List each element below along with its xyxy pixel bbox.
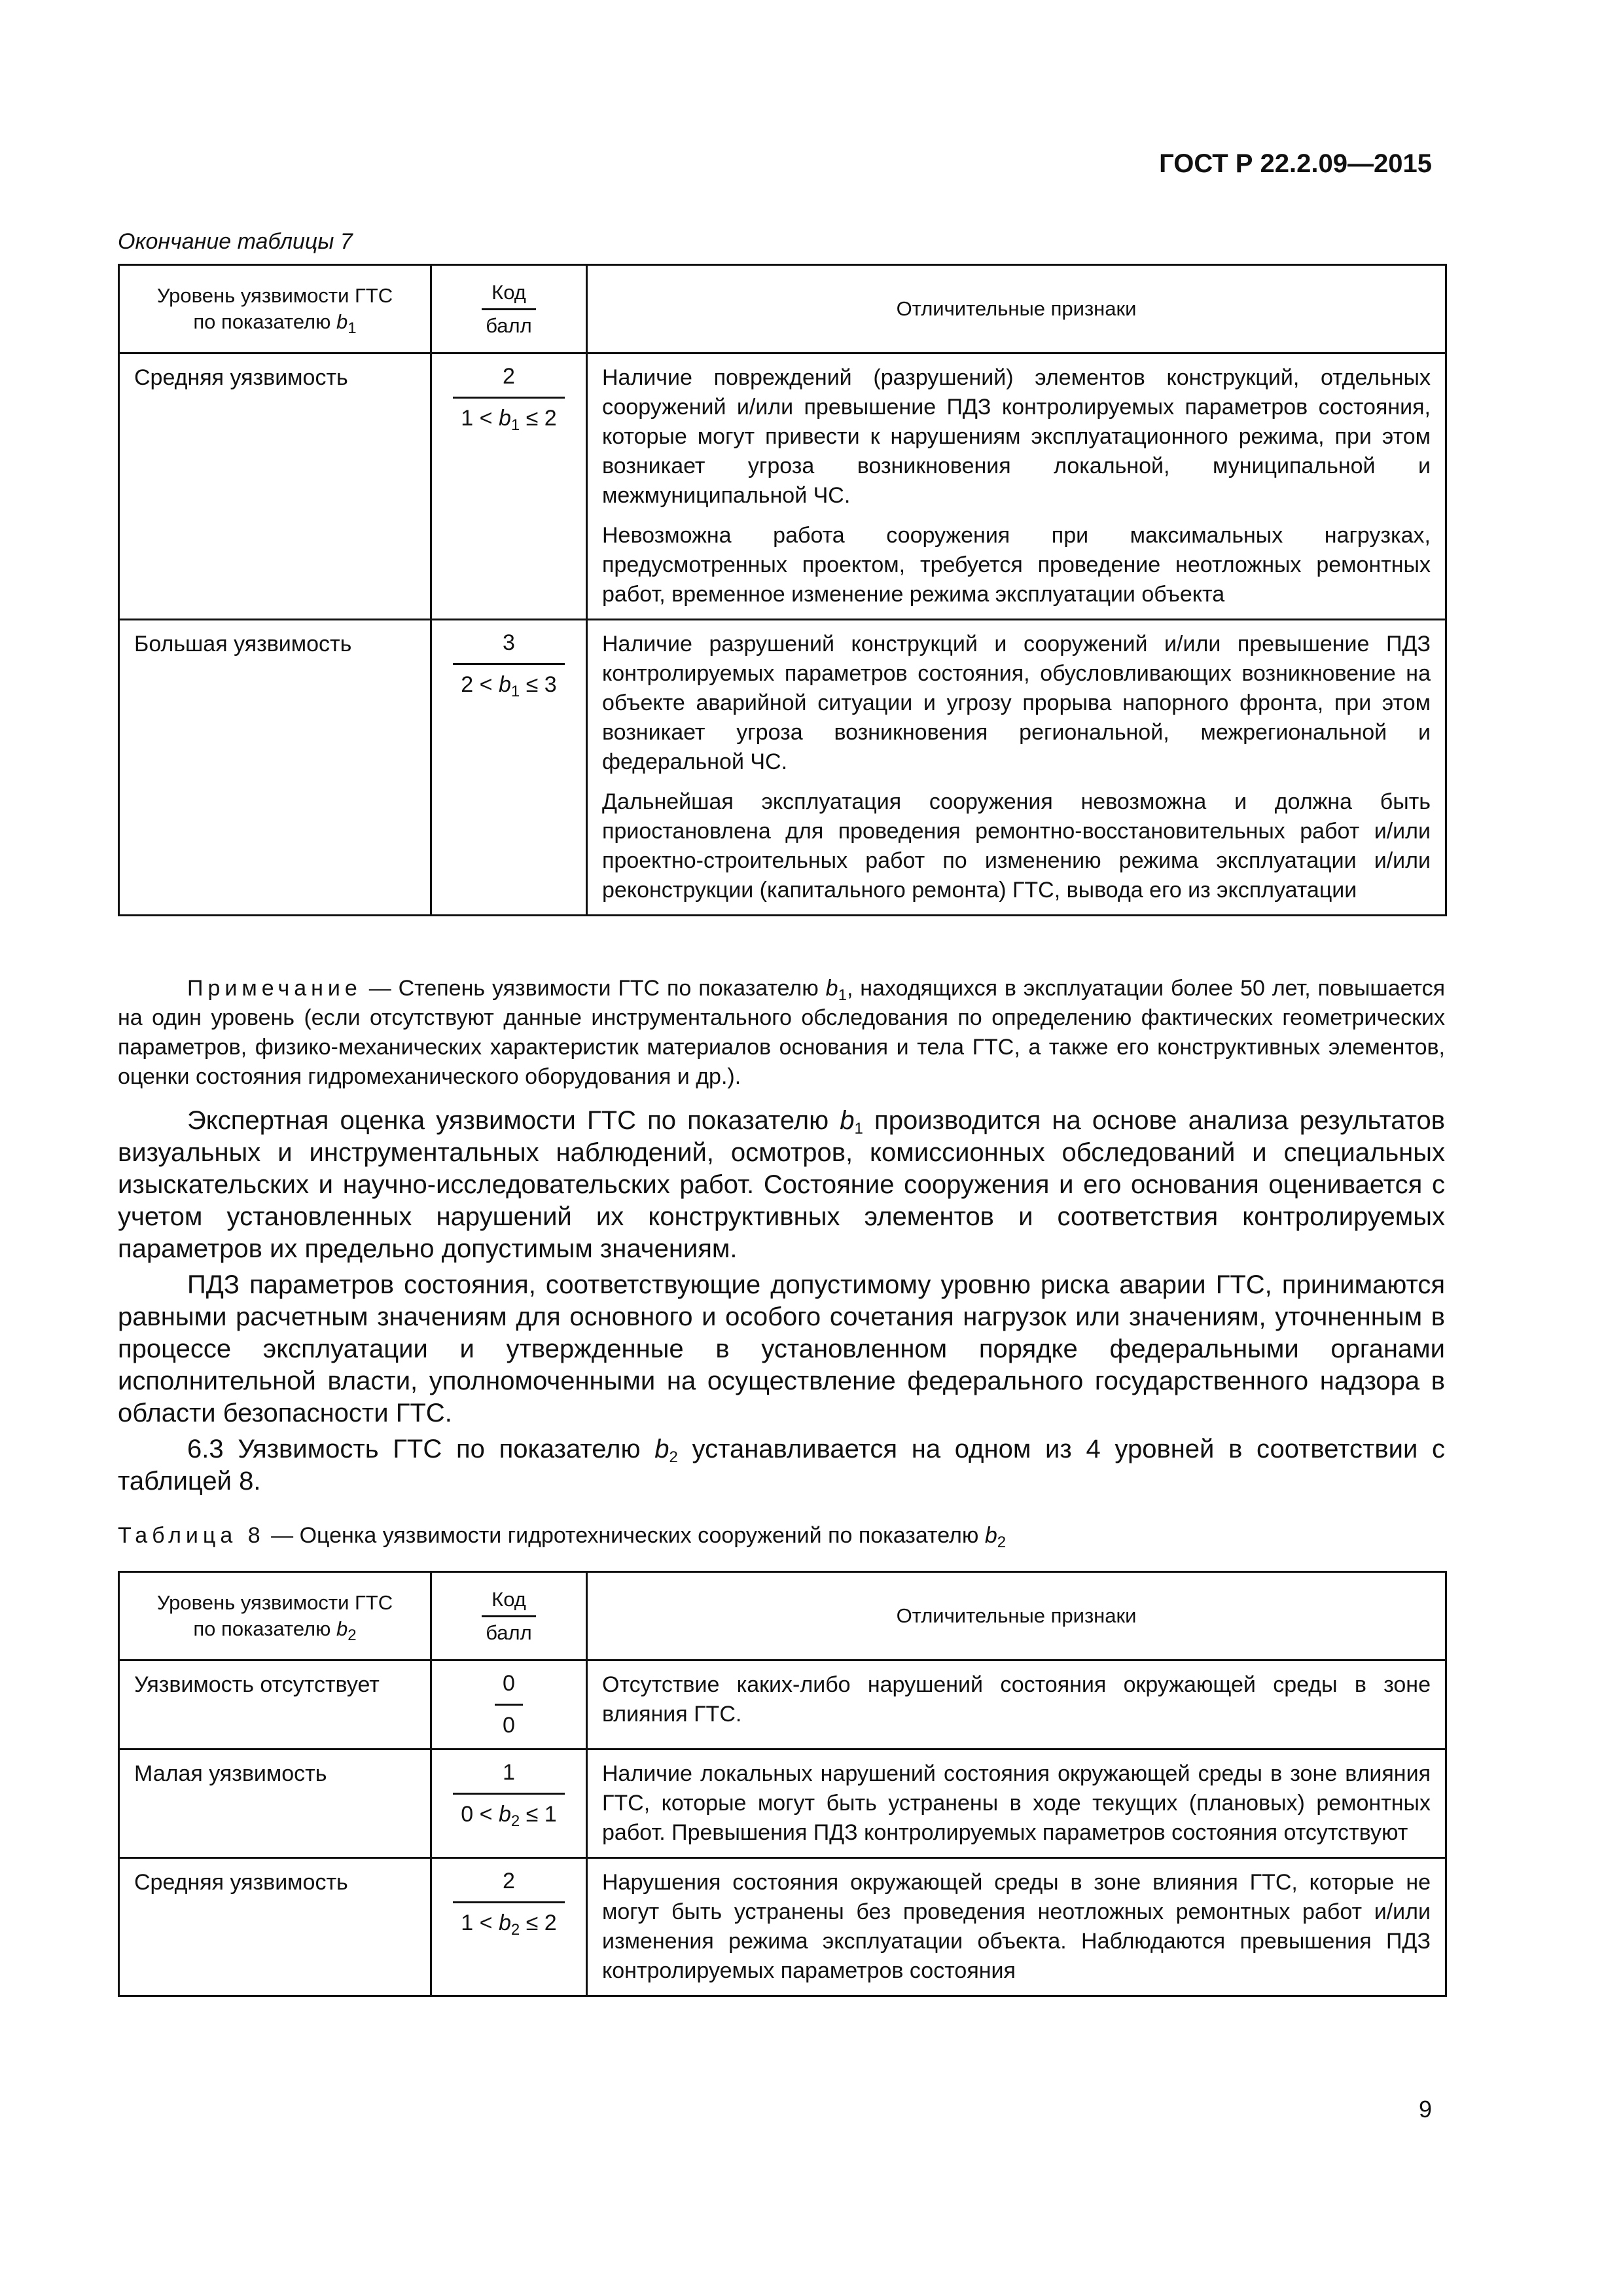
level-cell: Уязвимость отсутствует bbox=[119, 1660, 431, 1749]
paragraph-text: производится на основе анализа результатов визуальных и инструментальных наблюдений, осмотров, комиссионных обследований и специальных изыскательских и научно-исследовательских работ. Состояние сооружения и его основания оценивается с учетом установленных нарушений их конструктивных элементов и соответствия контролируемых параметров их предельно допустимым значениям. bbox=[118, 1106, 1446, 1263]
col-code-top: Код bbox=[491, 1587, 526, 1611]
level-cell: Средняя уязвимость bbox=[119, 353, 431, 620]
col-level-line1: Уровень уязвимости ГТС bbox=[156, 1591, 393, 1614]
var-subscript: 1 bbox=[510, 683, 520, 700]
code-range bbox=[453, 663, 564, 700]
level-cell: Большая уязвимость bbox=[119, 620, 431, 916]
col-code-bottom: балл bbox=[482, 308, 535, 339]
var-subscript: 1 bbox=[854, 1120, 863, 1138]
body-paragraph bbox=[118, 1105, 1445, 1265]
range-high: ≤ 1 bbox=[526, 1802, 557, 1827]
table7-col-code bbox=[431, 265, 587, 353]
var-b: b bbox=[840, 1106, 855, 1135]
description-cell: Отсутствие каких-либо нарушений состояния окружающей среды в зоне влияния ГТС. bbox=[587, 1660, 1446, 1749]
level-cell: Малая уязвимость bbox=[119, 1749, 431, 1858]
code-cell bbox=[431, 1660, 587, 1749]
table8-col-code bbox=[431, 1572, 587, 1660]
note-label: Примечание bbox=[187, 976, 362, 1001]
code-value: 1 bbox=[503, 1760, 515, 1785]
range-low: 1 < bbox=[461, 406, 493, 431]
col-level-line2: по показателю bbox=[193, 1617, 331, 1640]
table8-caption bbox=[118, 1523, 1006, 1549]
range-low: 2 < bbox=[461, 672, 493, 697]
var-b: b bbox=[498, 1802, 511, 1827]
code-range bbox=[453, 1793, 564, 1829]
description-cell: Наличие локальных нарушений состояния окружающей среды в зоне влияния ГТС, которые могут быть устранены в ходе текущих (плановых) ремонтных работ. Превышения ПДЗ контролируемых параметров состояния отсутствуют bbox=[587, 1749, 1446, 1858]
range-low: 0 < bbox=[461, 1802, 493, 1827]
body-paragraph: ПДЗ параметров состояния, соответствующие допустимому уровню риска аварии ГТС, принимаются равными расчетным значениям для основного и особого сочетания нагрузок или значениям, уточненным в процессе эксплуатации и утвержденные в установленном порядке федеральными органами исполнительной власти, уполномоченными на осуществление федерального государственного надзора в области безопасности ГТС. bbox=[118, 1270, 1445, 1427]
var-subscript: 2 bbox=[997, 1534, 1007, 1551]
page-number: 9 bbox=[1418, 2096, 1432, 2123]
var-b: b bbox=[825, 976, 838, 1001]
var-subscript: 1 bbox=[348, 319, 357, 337]
range-high: ≤ 3 bbox=[526, 672, 557, 697]
note-text: , находящихся в эксплуатации более 50 лет, повышается на один уровень (если отсутствуют данные инструментального обследования по определению фактических геометрических параметров, физико-механических характеристик материалов основания и тела ГТС, а также его конструктивных элементов, оценки состояния гидромеханического оборудования и др.). bbox=[118, 976, 1445, 1089]
table8-col-features: Отличительные признаки bbox=[587, 1572, 1446, 1660]
var-subscript: 2 bbox=[348, 1626, 357, 1644]
var-b: b bbox=[498, 1910, 511, 1935]
description-paragraph: Дальнейшая эксплуатация сооружения невозможна и должна быть приостановлена для проведения ремонтно-восстановительных работ и/или проектно-строительных работ по изменению режима эксплуатации и/или реконструкции (капитального ремонта) ГТС, вывода его из эксплуатации bbox=[602, 789, 1431, 903]
var-subscript: 2 bbox=[510, 1812, 520, 1830]
var-b: b bbox=[654, 1435, 669, 1463]
var-b: b bbox=[498, 672, 511, 697]
table-row bbox=[119, 1858, 1446, 1996]
description-cell bbox=[587, 353, 1446, 620]
paragraph-text: Экспертная оценка уязвимости ГТС по показателю bbox=[187, 1106, 840, 1135]
range-high: ≤ 2 bbox=[526, 1910, 557, 1935]
var-b: b bbox=[498, 406, 511, 431]
range-high: ≤ 2 bbox=[526, 406, 557, 431]
code-value: 2 bbox=[503, 1869, 515, 1893]
code-value: 3 bbox=[503, 630, 515, 655]
code-value: 2 bbox=[503, 364, 515, 389]
var-subscript: 1 bbox=[838, 986, 847, 1004]
body-text bbox=[118, 1105, 1445, 1501]
table8-label: Таблица 8 bbox=[118, 1523, 265, 1548]
table7-col-features: Отличительные признаки bbox=[587, 265, 1446, 353]
description-paragraph: Наличие разрушений конструкций и сооружений и/или превышение ПДЗ контролируемых параметров состояния, обусловливающих возникновение на объекте аварийной ситуации и угрозу прорыва напорного фронта, при этом возникает угроза возникновения региональной, межрегиональной и федеральной ЧС. bbox=[602, 632, 1431, 774]
code-cell bbox=[431, 1858, 587, 1996]
code-range bbox=[453, 397, 564, 433]
table8-header-row bbox=[119, 1572, 1446, 1660]
code-range bbox=[453, 1901, 564, 1938]
table-7 bbox=[118, 264, 1447, 916]
note-text: — Степень уязвимости ГТС по показателю bbox=[361, 976, 826, 1001]
var-b: b bbox=[336, 1617, 348, 1640]
code-cell bbox=[431, 1749, 587, 1858]
code-value: 0 bbox=[503, 1671, 515, 1696]
col-level-line2: по показателю bbox=[193, 310, 331, 333]
level-cell: Средняя уязвимость bbox=[119, 1858, 431, 1996]
table8-col-level bbox=[119, 1572, 431, 1660]
code-range: 0 bbox=[495, 1704, 523, 1740]
table-row bbox=[119, 1660, 1446, 1749]
table7-caption: Окончание таблицы 7 bbox=[118, 229, 353, 254]
description-cell: Нарушения состояния окружающей среды в зоне влияния ГТС, которые не могут быть устранены без проведения неотложных ремонтных работ и/или изменения режима эксплуатации объекта. Наблюдаются превышения ПДЗ контролируемых параметров состояния bbox=[587, 1858, 1446, 1996]
table-row bbox=[119, 353, 1446, 620]
table-note bbox=[118, 974, 1445, 1092]
code-cell bbox=[431, 353, 587, 620]
range-low: 1 < bbox=[461, 1910, 493, 1935]
col-level-line1: Уровень уязвимости ГТС bbox=[156, 284, 393, 307]
table8-title: — Оценка уязвимости гидротехнических сооружений по показателю bbox=[264, 1523, 985, 1548]
document-code: ГОСТ Р 22.2.09—2015 bbox=[1159, 149, 1432, 178]
description-paragraph: Невозможна работа сооружения при максимальных нагрузках, предусмотренных проектом, требуется проведение неотложных ремонтных работ, временное изменение режима эксплуатации объекта bbox=[602, 523, 1431, 607]
paragraph-text: устанавливается на одном из 4 уровней в соответствии с таблицей 8. bbox=[118, 1435, 1445, 1496]
var-b: b bbox=[984, 1523, 997, 1548]
col-code-top: Код bbox=[491, 280, 526, 304]
table-row bbox=[119, 1749, 1446, 1858]
body-paragraph bbox=[118, 1433, 1445, 1498]
var-b: b bbox=[336, 310, 348, 333]
var-subscript: 1 bbox=[510, 416, 520, 434]
table7-col-level bbox=[119, 265, 431, 353]
description-paragraph: Наличие повреждений (разрушений) элементов конструкций, отдельных сооружений и/или превышение ПДЗ контролируемых параметров состояния, которые могут привести к нарушениям эксплуатационного режима, при этом возникает угроза возникновения локальной, муниципальной и межмуниципальной ЧС. bbox=[602, 365, 1431, 508]
paragraph-text: 6.3 Уязвимость ГТС по показателю bbox=[187, 1435, 655, 1463]
description-cell bbox=[587, 620, 1446, 916]
table7-header-row bbox=[119, 265, 1446, 353]
col-code-bottom: балл bbox=[482, 1615, 535, 1646]
var-subscript: 2 bbox=[669, 1448, 678, 1466]
code-cell bbox=[431, 620, 587, 916]
table-row bbox=[119, 620, 1446, 916]
var-subscript: 2 bbox=[510, 1921, 520, 1939]
table-8 bbox=[118, 1571, 1447, 1997]
